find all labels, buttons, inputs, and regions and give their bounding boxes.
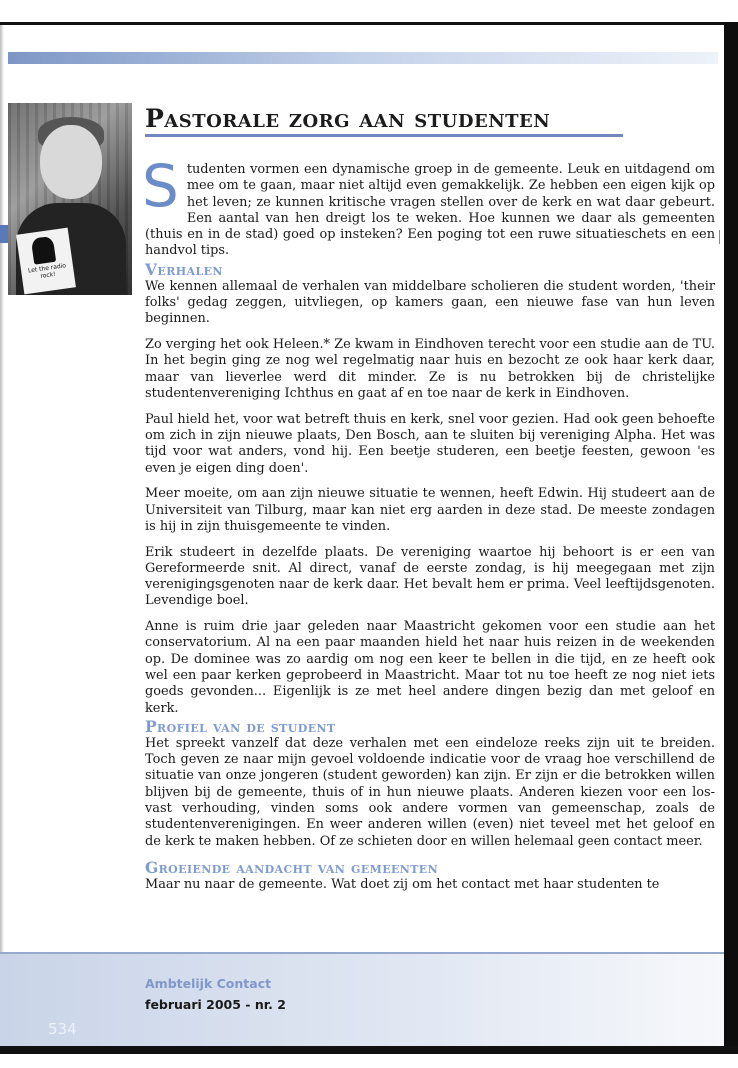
edge-mark (719, 230, 720, 244)
page-title: Pastorale zorg aan studenten (145, 104, 551, 133)
drop-cap: S (142, 152, 179, 220)
held-card (16, 228, 76, 295)
paragraph: Anne is ruim drie jaar geleden naar Maastricht gekomen voor een studie aan het conservatorium. Al na een paar maanden hield het naar huis reizen in de weekenden op. De dominee was zo aardig om nog een keer te bellen in die tijd, en ze heeft ook wel een paar kerken geprobeerd in Maastricht. Maar tot nu toe heeft ze nog niet iets goeds gevonden... Eigenlijk is ze met heel andere dingen bezig dan met geloof en kerk. (145, 619, 715, 716)
page-frame-top (0, 22, 738, 25)
page-number: 534 (48, 1020, 77, 1038)
page-frame-right (724, 22, 738, 1052)
card-figure (31, 236, 56, 265)
intro-paragraph: tudenten vormen een dynamische groep in de gemeente. Leuk en uitdagend om mee om te gaan, maar niet altijd even gemakkelijk. Ze hebben een eigen kijk op het leven; ze kunnen kritische vragen stellen over de kerk en wat daar gebeurt. Een aantal van hen dreigt los te weken. Hoe kunnen we daar als gemeenten (thuis en in de stad) goed op insteken? Een poging tot een ruwe situatieschets en een handvol tips. (145, 162, 715, 259)
section-heading: Groeiende aandacht van gemeenten (145, 857, 439, 877)
header-color-band (8, 52, 718, 64)
margin-marker (0, 225, 8, 243)
paragraph: Zo verging het ook Heleen.* Ze kwam in Eindhoven terecht voor een studie aan de TU. In het begin ging ze nog wel regelmatig naar huis en bezocht ze ook haar kerk daar, maar van lieverlee werd dit minder. Ze is nu betrokken bij de christelijke studentenvereniging Ichthus en gaat af en toe naar de kerk in Eindhoven. (145, 337, 715, 401)
issue-info: februari 2005 - nr. 2 (145, 997, 286, 1012)
paragraph: Het spreekt vanzelf dat deze verhalen met een eindeloze reeks zijn uit te breiden. Toch geven ze naar mijn gevoel voldoende indicatie voor de vraag hoe verschillend de situatie van onze jongeren (student geworden) kan zijn. Er zijn er die betrokken willen blijven bij de gemeente, thuis of in hun nieuwe plaats. Anderen kiezen voor een los-vast verhouding, vinden soms ook andere vormen van gemeenschap, zoals de studentenverenigingen. En weer anderen willen (even) niet teveel met het geloof en de kerk te maken hebben. Of ze schieten door en willen helemaal geen contact meer. (145, 735, 715, 849)
paragraph: We kennen allemaal de verhalen van middelbare scholieren die student worden, 'their folks' gedag zeggen, uitvliegen, op kamers gaan, een nieuwe fase van hun leven beginnen. (145, 278, 715, 327)
person-head (40, 125, 102, 199)
page-frame-bottom (0, 1046, 738, 1054)
page-frame-left (0, 25, 4, 1046)
paragraph: Meer moeite, om aan zijn nieuwe situatie te wennen, heeft Edwin. Hij studeert aan de Universiteit van Tilburg, maar kan niet erg aarden in deze stad. De meeste zondagen is hij in zijn thuisgemeente te vinden. (145, 486, 715, 534)
journal-name: Ambtelijk Contact (145, 976, 272, 991)
card-caption: Let the radio rock! (27, 262, 67, 280)
paragraph: Erik studeert in dezelfde plaats. De vereniging waartoe hij behoort is er een van Gereformeerde snit. Al direct, vanaf de eerste zondag, is hij meegegaan met zijn verenigingsgenoten naar de kerk daar. Het bevalt hem er prima. Veel leeftijdsgenoten. Levendige boel. (145, 544, 715, 609)
title-underline (145, 134, 623, 137)
article-body (142, 152, 715, 903)
footer-band (0, 952, 724, 1046)
footer-rule (0, 952, 724, 954)
section-heading: Profiel van de student (145, 716, 336, 736)
section-heading: Verhalen (145, 259, 223, 279)
paragraph: Paul hield het, voor wat betreft thuis en kerk, snel voor gezien. Had ook geen behoefte om zich in zijn nieuwe plaats, Den Bosch, aan te sluiten bij vereniging Alpha. Het was tijd voor wat anders, vond hij. Een beetje studeren, een beetje feesten, gewoon 'es even je eigen ding doen'. (145, 411, 715, 476)
author-photo (8, 103, 132, 295)
paragraph: Maar nu naar de gemeente. Wat doet zij om het contact met haar studenten te (145, 876, 660, 892)
